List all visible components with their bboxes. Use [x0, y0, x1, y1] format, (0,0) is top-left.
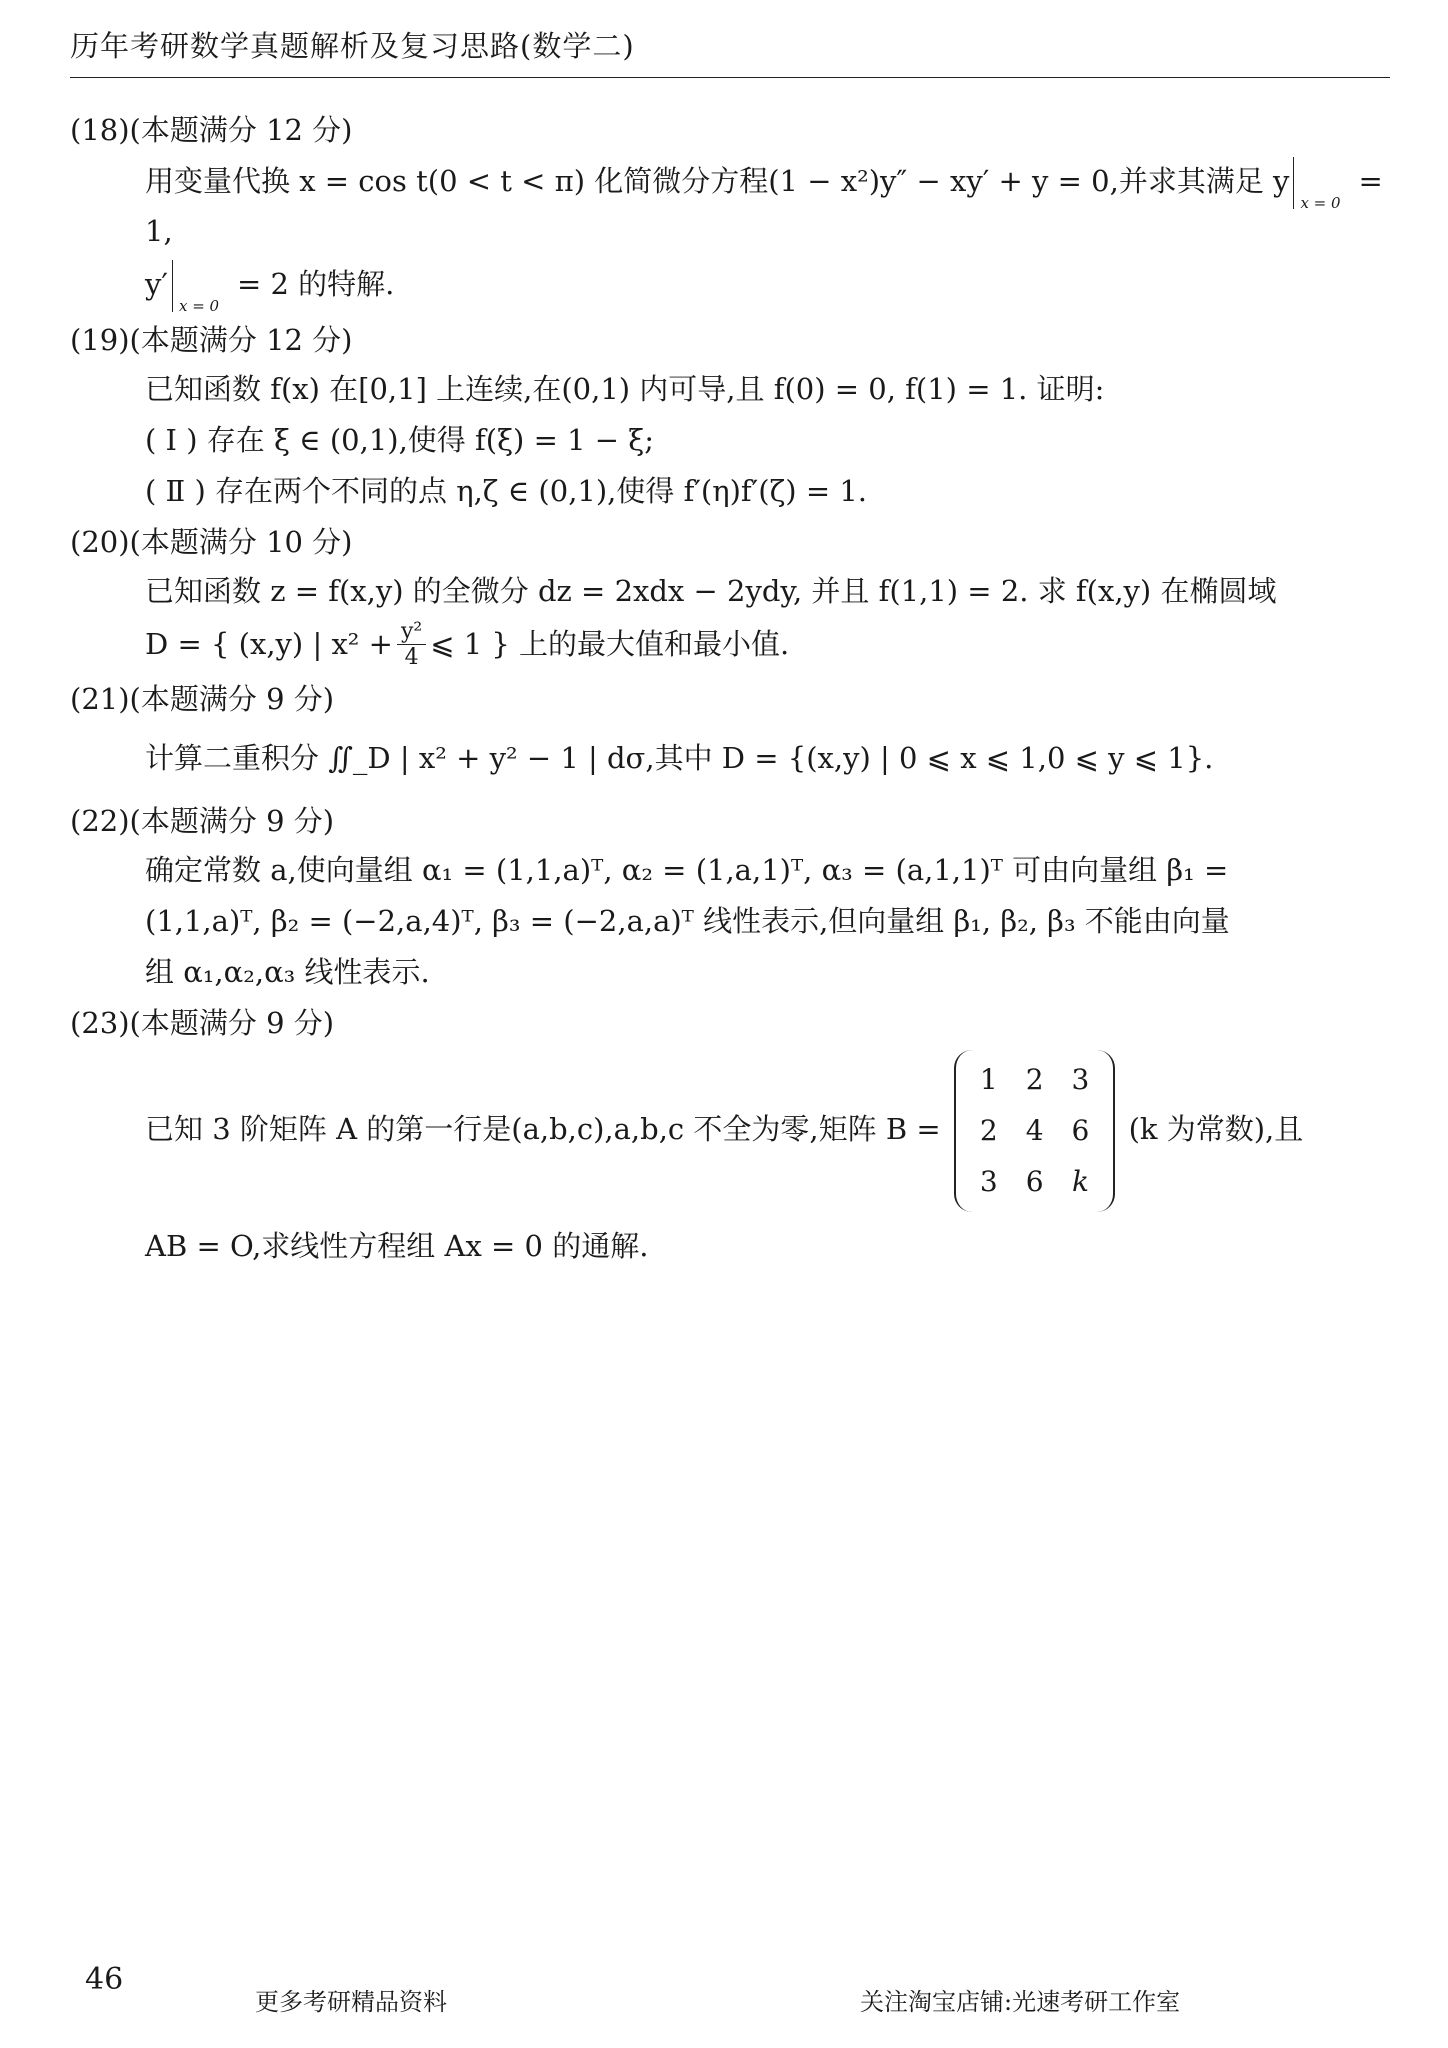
- matrix-cell: 4: [1025, 1114, 1044, 1148]
- matrix-row: [966, 1105, 1103, 1156]
- question-line: [145, 1050, 1390, 1212]
- question-header: [70, 108, 1390, 153]
- question-number: (22): [70, 803, 130, 838]
- question-body: [70, 736, 1390, 781]
- question-number: (19): [70, 322, 130, 357]
- question-score: (本题满分 10 分): [129, 524, 353, 559]
- question-number: (18): [70, 113, 130, 147]
- question-score: (本题满分 12 分): [129, 113, 353, 147]
- question-score: (本题满分 9 分): [129, 682, 335, 717]
- matrix-cell: 6: [1071, 1114, 1090, 1148]
- statement-text: y′: [145, 266, 168, 301]
- question-list: [70, 108, 1390, 1275]
- question-number: (23): [70, 1005, 130, 1040]
- question-header: [70, 318, 1390, 363]
- statement-text: 已知 3 阶矩阵 A 的第一行是(a,b,c),a,b,c 不全为零,矩阵 B =: [145, 1111, 941, 1146]
- evaluation-bar: [1293, 157, 1352, 212]
- question-header: [70, 520, 1390, 565]
- question-20: [70, 520, 1390, 671]
- question-line: ( Ⅱ ) 存在两个不同的点 η,ζ ∈ (0,1),使得 f′(η)f′(ζ) = 1.: [145, 473, 867, 508]
- evaluation-subscript: x = 0: [178, 296, 220, 315]
- question-body: [70, 1050, 1390, 1269]
- footer-left-text: 更多考研精品资料: [255, 1988, 447, 2016]
- evaluation-subscript: x = 0: [1300, 193, 1341, 212]
- matrix-row: [966, 1156, 1103, 1207]
- matrix-row: [966, 1054, 1103, 1105]
- question-line: 确定常数 a,使向量组 α₁ = (1,1,a)ᵀ, α₂ = (1,a,1)ᵀ, α₃ = (a,1,1)ᵀ 可由向量组 β₁ =: [145, 852, 1229, 887]
- question-line: AB = O,求线性方程组 Ax = 0 的通解.: [145, 1228, 649, 1263]
- question-line: [145, 157, 1390, 254]
- question-18: [70, 108, 1390, 315]
- statement-text: ⩽ 1 } 上的最大值和最小值.: [430, 626, 790, 661]
- statement-text: = 2 的特解.: [236, 266, 395, 301]
- question-22: [70, 799, 1390, 995]
- question-body: [70, 848, 1390, 995]
- question-header: [70, 1001, 1390, 1046]
- matrix-cell: 6: [1025, 1165, 1044, 1199]
- question-score: (本题满分 12 分): [129, 322, 353, 357]
- question-line: 计算二重积分 ∬_D | x² + y² − 1 | dσ,其中 D = {(x,y) | 0 ⩽ x ⩽ 1,0 ⩽ y ⩽ 1}.: [145, 741, 1214, 776]
- question-number: (21): [70, 682, 130, 717]
- question-number: (20): [70, 524, 130, 559]
- matrix-cell: 2: [979, 1114, 998, 1148]
- page-number: 46: [85, 1962, 124, 1997]
- statement-text: D = { (x,y) | x² +: [145, 626, 393, 661]
- question-21: [70, 677, 1390, 781]
- question-score: (本题满分 9 分): [129, 1005, 335, 1040]
- fraction-denominator: 4: [404, 644, 419, 670]
- question-line: 已知函数 z = f(x,y) 的全微分 dz = 2xdx − 2ydy, 并且 f(1,1) = 2. 求 f(x,y) 在椭圆域: [145, 573, 1277, 608]
- fraction-numerator: y²: [397, 620, 426, 645]
- footer-right-text: 关注淘宝店铺:光速考研工作室: [860, 1988, 1181, 2016]
- matrix-cell: 2: [1025, 1062, 1044, 1096]
- matrix-cell: 3: [979, 1165, 998, 1199]
- question-body: [70, 569, 1390, 672]
- statement-text: 用变量代换 x = cos t(0 < t < π) 化简微分方程(1 − x²)y″ − xy′ + y = 0,并求其满足 y: [145, 163, 1290, 198]
- book-title: 历年考研数学真题解析及复习思路(数学二): [70, 29, 635, 63]
- question-line: (1,1,a)ᵀ, β₂ = (−2,a,4)ᵀ, β₃ = (−2,a,a)ᵀ 线性表示,但向量组 β₁, β₂, β₃ 不能由向量: [145, 903, 1230, 938]
- matrix-grid: [966, 1054, 1103, 1208]
- question-line: ( Ⅰ ) 存在 ξ ∈ (0,1),使得 f(ξ) = 1 − ξ;: [145, 422, 655, 457]
- question-23: [70, 1001, 1390, 1269]
- question-score: (本题满分 9 分): [129, 803, 335, 838]
- matrix-cell: 1: [979, 1062, 998, 1096]
- question-line: 组 α₁,α₂,α₃ 线性表示.: [145, 954, 430, 989]
- question-body: [70, 367, 1390, 514]
- question-body: [70, 157, 1390, 315]
- matrix-b: [954, 1050, 1115, 1212]
- question-header: [70, 677, 1390, 722]
- question-header: [70, 799, 1390, 844]
- statement-text: = 1,: [145, 163, 1383, 248]
- question-19: [70, 318, 1390, 514]
- evaluation-bar: [172, 260, 231, 315]
- question-line: [145, 260, 1390, 315]
- question-line: [145, 620, 1390, 672]
- matrix-cell: k: [1071, 1165, 1089, 1199]
- question-line: 已知函数 f(x) 在[0,1] 上连续,在(0,1) 内可导,且 f(0) = 0, f(1) = 1. 证明:: [145, 371, 1105, 406]
- page-header: [70, 24, 1390, 78]
- statement-text: (k 为常数),且: [1128, 1111, 1304, 1146]
- fraction: [397, 620, 426, 672]
- matrix-cell: 3: [1071, 1062, 1090, 1096]
